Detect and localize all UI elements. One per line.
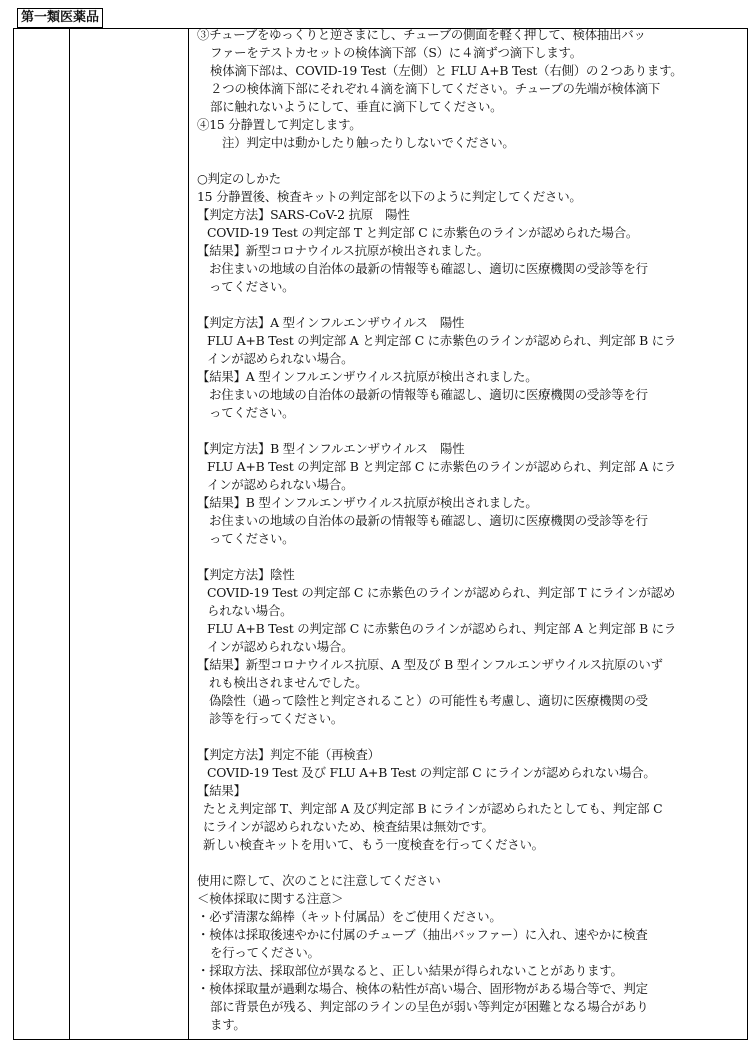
text-line: ③チューブをゆっくりと逆さまにし、チューブの側面を軽く押して、検体抽出バッ <box>197 27 646 42</box>
text-line: FLU A+B Test の判定部 A と判定部 C に赤紫色のラインが認められ、判定部 B にラ <box>207 333 677 348</box>
text-line: ④15 分静置して判定します。 <box>197 117 362 132</box>
list-item: ・採取方法、採取部位が異なると、正しい結果が得られないことがあります。 <box>197 963 623 978</box>
text-line: 【判定方法】判定不能（再検査） <box>197 747 380 762</box>
text-line: ってください。 <box>209 279 295 294</box>
text-line: インが認められない場合。 <box>207 477 354 492</box>
text-line: 診等を行ってください。 <box>209 711 344 726</box>
text-line: 注）判定中は動かしたり触ったりしないでください。 <box>222 135 515 150</box>
text-line: を行ってください。 <box>210 945 320 960</box>
text-line: 【結果】B 型インフルエンザウイルス抗原が検出されました。 <box>197 495 538 510</box>
text-line: お住まいの地域の自治体の最新の情報等も確認し、適切に医療機関の受診等を行 <box>209 261 648 276</box>
text-line: 【判定方法】SARS-CoV-2 抗原 陽性 <box>197 207 410 222</box>
text-line: COVID-19 Test 及び FLU A+B Test の判定部 C にラインが認められない場合。 <box>207 765 656 780</box>
text-line: 【結果】 <box>197 783 246 798</box>
section-heading: ＜検体採取に関する注意＞ <box>197 891 344 906</box>
text-line: ます。 <box>210 1017 246 1032</box>
instructions-text <box>197 26 747 1034</box>
text-line: れも検出されませんでした。 <box>209 675 368 690</box>
text-line: たとえ判定部 T、判定部 A 及び判定部 B にラインが認められたとしても、判定部 C <box>203 801 663 816</box>
text-line: FLU A+B Test の判定部 C に赤紫色のラインが認められ、判定部 A と判定部 B にラ <box>207 621 677 636</box>
text-line: 検体滴下部は、COVID-19 Test（左側）と FLU A+B Test（右側）の２つあります。 <box>210 63 683 78</box>
text-line: 新しい検査キットを用いて、もう一度検査を行ってください。 <box>203 837 544 852</box>
text-line: お住まいの地域の自治体の最新の情報等も確認し、適切に医療機関の受診等を行 <box>209 387 648 402</box>
text-line: COVID-19 Test の判定部 C に赤紫色のラインが認められ、判定部 T にラインが認め <box>207 585 676 600</box>
text-line: ってください。 <box>209 531 295 546</box>
text-line: 【結果】A 型インフルエンザウイルス抗原が検出されました。 <box>197 369 538 384</box>
text-line: ってください。 <box>209 405 295 420</box>
first-class-drug-badge: 第一類医薬品 <box>17 8 103 28</box>
document-table <box>13 28 748 1040</box>
text-line: 【判定方法】陰性 <box>197 567 295 582</box>
list-item: ・必ず清潔な綿棒（キット付属品）をご使用ください。 <box>197 909 502 924</box>
text-line: お住まいの地域の自治体の最新の情報等も確認し、適切に医療機関の受診等を行 <box>209 513 648 528</box>
text-line: COVID-19 Test の判定部 T と判定部 C に赤紫色のラインが認められた場合。 <box>207 225 639 240</box>
text-line: ファーをテストカセットの検体滴下部（S）に４滴ずつ滴下します。 <box>210 45 582 60</box>
text-line: 【判定方法】B 型インフルエンザウイルス 陽性 <box>197 441 465 456</box>
text-line: にラインが認められないため、検査結果は無効です。 <box>203 819 494 834</box>
list-item: ・検体は採取後速やかに付属のチューブ（抽出バッファー）に入れ、速やかに検査 <box>197 927 648 942</box>
text-line: インが認められない場合。 <box>207 351 354 366</box>
text-line: 【結果】新型コロナウイルス抗原が検出されました。 <box>197 243 489 258</box>
text-line: ２つの検体滴下部にそれぞれ４滴を滴下してください。チューブの先端が検体滴下 <box>210 81 661 96</box>
text-line: 偽陰性（過って陰性と判定されること）の可能性も考慮し、適切に医療機関の受 <box>209 693 648 708</box>
text-line: 部に触れないようにして、垂直に滴下してください。 <box>210 99 503 114</box>
text-line: 使用に際して、次のことに注意してください <box>197 873 441 888</box>
section-heading: ○判定のしかた <box>197 171 281 186</box>
text-line: インが認められない場合。 <box>207 639 354 654</box>
text-line: られない場合。 <box>207 603 293 618</box>
column-divider-1 <box>69 29 70 1039</box>
text-line: 部に背景色が残る、判定部のラインの呈色が弱い等判定が困難となる場合があり <box>210 999 649 1014</box>
text-line: 15 分静置後、検査キットの判定部を以下のように判定してください。 <box>197 189 582 204</box>
text-line: 【判定方法】A 型インフルエンザウイルス 陽性 <box>197 315 465 330</box>
column-divider-2 <box>188 29 189 1039</box>
text-line: FLU A+B Test の判定部 B と判定部 C に赤紫色のラインが認められ、判定部 A にラ <box>207 459 677 474</box>
list-item: ・検体採取量が過剰な場合、検体の粘性が高い場合、固形物がある場合等で、判定 <box>197 981 648 996</box>
text-line: 【結果】新型コロナウイルス抗原、A 型及び B 型インフルエンザウイルス抗原のいず <box>197 657 663 672</box>
